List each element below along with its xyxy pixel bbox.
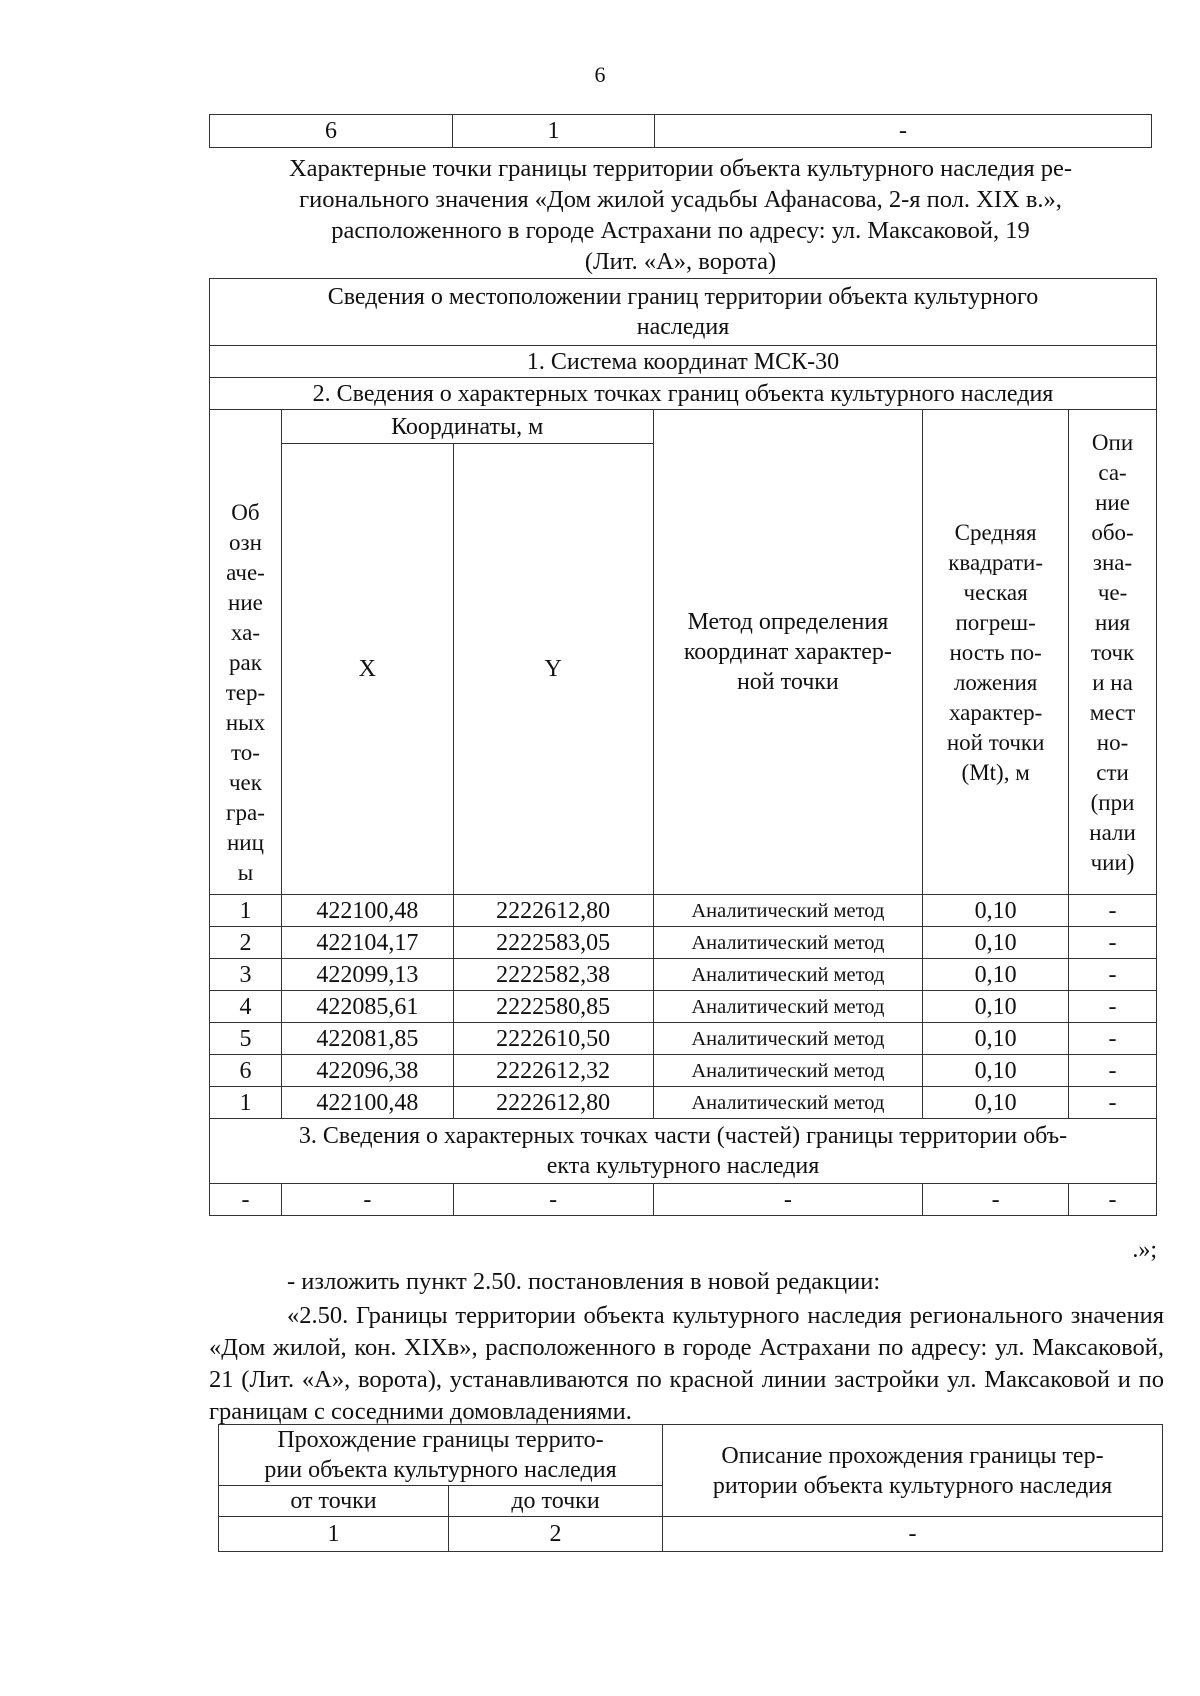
point-number: 3: [210, 959, 282, 991]
table-row: [210, 927, 1157, 959]
description: -: [1069, 1023, 1157, 1055]
coord-y: 2222580,85: [453, 991, 653, 1023]
table-cell: -: [453, 1184, 653, 1216]
error: 0,10: [923, 1055, 1069, 1087]
coord-x: 422099,13: [281, 959, 453, 991]
boundary-passage-table: [218, 1424, 1163, 1552]
boundary-points-table: [209, 278, 1157, 1216]
table-row: [210, 1055, 1157, 1087]
column-header-coordinates: Координаты, м: [281, 410, 653, 444]
coord-y: 2222612,80: [453, 895, 653, 927]
error: 0,10: [923, 927, 1069, 959]
description: -: [1069, 895, 1157, 927]
coord-y: 2222582,38: [453, 959, 653, 991]
table-row: [210, 1023, 1157, 1055]
coord-x: 422081,85: [281, 1023, 453, 1055]
table-row: [210, 1184, 1157, 1216]
point-number: 5: [210, 1023, 282, 1055]
column-header-y: Y: [453, 444, 653, 895]
section-line: 3. Сведения о характерных точках части (частей) границы территории объ-: [298, 1123, 1068, 1149]
paragraph-instruction: - изложить пункт 2.50. постановления в новой редакции:: [287, 1268, 881, 1295]
column-header-to: до точки: [449, 1486, 663, 1517]
table-row: [210, 1087, 1157, 1119]
table-row: [210, 895, 1157, 927]
description: -: [1069, 991, 1157, 1023]
coord-y: 2222610,50: [453, 1023, 653, 1055]
column-header-error: Средняя квадрати- ческая погреш- ность по- ложения характер- ной точки (Mt), м: [923, 410, 1069, 895]
coord-x: 422104,17: [281, 927, 453, 959]
table-header: [210, 279, 1157, 346]
coord-x: 422085,61: [281, 991, 453, 1023]
point-number: 1: [210, 1087, 282, 1119]
table-row: [210, 115, 1152, 148]
from-point: 1: [219, 1517, 449, 1552]
error: 0,10: [923, 1087, 1069, 1119]
table-cell: 1: [453, 115, 655, 148]
column-header-x: X: [281, 444, 453, 895]
table-title: [209, 153, 1152, 277]
column-header-method: Метод определения координат характер- ной точки: [653, 410, 923, 895]
table-cell: -: [1069, 1184, 1157, 1216]
description: -: [1069, 959, 1157, 991]
description: -: [1069, 1087, 1157, 1119]
coord-y: 2222612,32: [453, 1055, 653, 1087]
section-line: екта культурного наследия: [546, 1153, 820, 1179]
column-header-from: от точки: [219, 1486, 449, 1517]
continuation-table: [209, 114, 1152, 148]
table-cell: -: [281, 1184, 453, 1216]
title-line: (Лит. «А», ворота): [584, 248, 777, 275]
table-row: [210, 959, 1157, 991]
column-header-passage: Прохождение границы террито- рии объекта культурного наследия: [219, 1425, 663, 1486]
header-line: Сведения о местоположении границ территории объекта культурного: [327, 284, 1039, 310]
coord-x: 422100,48: [281, 895, 453, 927]
table-cell: -: [653, 1184, 923, 1216]
coord-y: 2222612,80: [453, 1087, 653, 1119]
to-point: 2: [449, 1517, 663, 1552]
header-line: наследия: [636, 314, 730, 340]
paragraph-2-50: «2.50. Границы территории объекта культурного наследия регионального значения «Дом жилой, кон. XIXв», расположенного в городе Астрахани по адресу: ул. Максаковой, 21 (Лит. «А», ворота), устанавливаются по красной линии застройки ул. Максаковой и по границам с соседними домовладениями.: [209, 1302, 1164, 1425]
point-number: 2: [210, 927, 282, 959]
method: Аналитический метод: [653, 1055, 923, 1087]
column-header-description: Описание прохождения границы тер- ритории объекта культурного наследия: [663, 1425, 1163, 1517]
table-cell: -: [210, 1184, 282, 1216]
title-line: расположенного в городе Астрахани по адресу: ул. Максаковой, 19: [331, 217, 1030, 244]
table-row: [210, 991, 1157, 1023]
section-coordinate-system: 1. Система координат МСК-30: [210, 346, 1157, 378]
method: Аналитический метод: [653, 895, 923, 927]
passage-description: -: [663, 1517, 1163, 1552]
section-parts: [210, 1119, 1157, 1184]
title-line: Характерные точки границы территории объекта культурного наследия ре-: [288, 155, 1073, 182]
method: Аналитический метод: [653, 991, 923, 1023]
description: -: [1069, 1055, 1157, 1087]
table-cell: 6: [210, 115, 453, 148]
table-cell: -: [655, 115, 1152, 148]
point-number: 1: [210, 895, 282, 927]
page-number: 6: [594, 62, 606, 87]
closing-mark: .»;: [1132, 1237, 1157, 1263]
point-number: 6: [210, 1055, 282, 1087]
column-header-description: Опи са- ние обо- зна- че- ния точк и на мест но- сти (при нали чии): [1069, 410, 1157, 895]
error: 0,10: [923, 895, 1069, 927]
section-points: 2. Сведения о характерных точках границ объекта культурного наследия: [210, 378, 1157, 410]
method: Аналитический метод: [653, 1087, 923, 1119]
method: Аналитический метод: [653, 927, 923, 959]
description: -: [1069, 927, 1157, 959]
coord-x: 422100,48: [281, 1087, 453, 1119]
method: Аналитический метод: [653, 1023, 923, 1055]
coord-y: 2222583,05: [453, 927, 653, 959]
error: 0,10: [923, 1023, 1069, 1055]
error: 0,10: [923, 991, 1069, 1023]
error: 0,10: [923, 959, 1069, 991]
table-cell: -: [923, 1184, 1069, 1216]
column-header-designation: Об озн аче- ние ха- рак тер- ных то- чек гра- ниц ы: [210, 410, 282, 895]
coord-x: 422096,38: [281, 1055, 453, 1087]
point-number: 4: [210, 991, 282, 1023]
table-row: [219, 1517, 1163, 1552]
method: Аналитический метод: [653, 959, 923, 991]
title-line: гионального значения «Дом жилой усадьбы Афанасова, 2-я пол. XIX в.»,: [299, 186, 1062, 213]
